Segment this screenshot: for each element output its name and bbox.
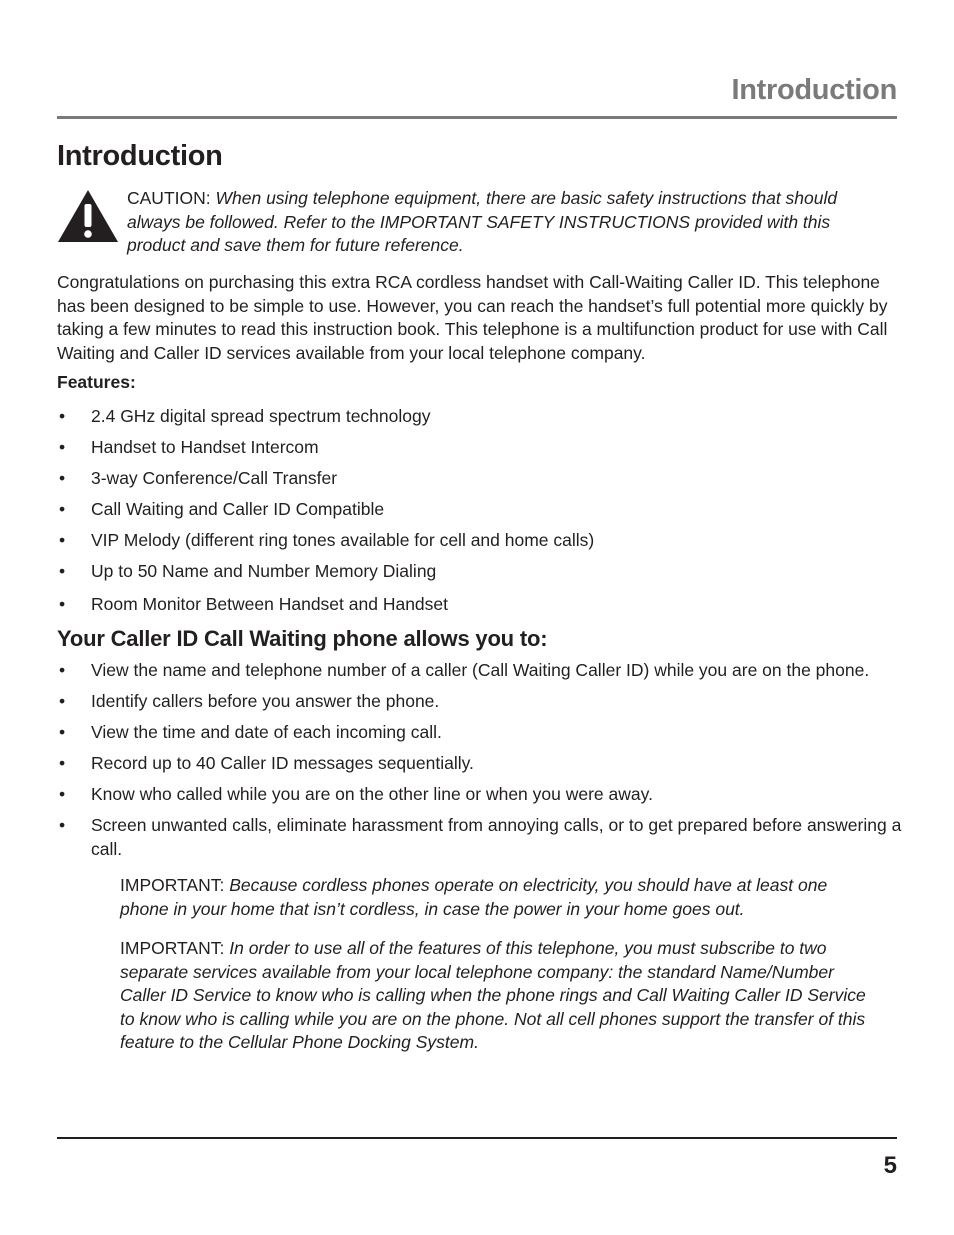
important-body: In order to use all of the features of this telephone, you must subscribe to two separate services available from your local telephone company: the standard Name/Number Caller ID Service to know who is calling when the phone rings and Call Waiting Caller ID Service to know who is calling while you are on the phone. Not all cell phones support the transfer of this feature to the Cellular Phone Docking System. xyxy=(120,938,866,1052)
important-label: IMPORTANT: xyxy=(120,938,225,958)
page-number: 5 xyxy=(883,1152,897,1179)
feature-text: Call Waiting and Caller ID Compatible xyxy=(91,499,385,519)
list-item xyxy=(57,405,907,436)
caution-label: CAUTION: xyxy=(127,188,211,208)
bullet: • xyxy=(59,753,66,773)
bullet: • xyxy=(59,561,66,581)
important-note xyxy=(120,937,870,1055)
allows-text: View the time and date of each incoming call. xyxy=(91,722,442,742)
caution-text xyxy=(127,187,887,258)
feature-text: Room Monitor Between Handset and Handset xyxy=(91,594,449,614)
intro-paragraph: Congratulations on purchasing this extra RCA cordless handset with Call-Waiting Caller ID. This telephone has been designed to be simple to use. However, you can reach the handset’s full potential more quickly by taking a few minutes to read this instruction book. This telephone is a multifunction product for use with Call Waiting and Caller ID services available from your local telephone company. xyxy=(57,272,888,363)
list-item xyxy=(57,659,907,683)
allows-text: Screen unwanted calls, eliminate harassment from annoying calls, or to get prepared before answering a call. xyxy=(91,815,902,859)
list-item xyxy=(57,752,907,776)
feature-text: 2.4 GHz digital spread spectrum technology xyxy=(91,406,431,426)
allows-heading: Your Caller ID Call Waiting phone allows you to: xyxy=(57,626,548,651)
allows-text: View the name and telephone number of a caller (Call Waiting Caller ID) while you are on the phone. xyxy=(91,660,870,680)
running-header: Introduction xyxy=(731,74,897,106)
important-body: Because cordless phones operate on electricity, you should have at least one phone in your home that isn’t cordless, in case the power in your home goes out. xyxy=(120,875,828,919)
header-rule xyxy=(57,116,897,119)
list-item xyxy=(57,436,907,467)
list-item xyxy=(57,560,907,591)
section-title: Introduction xyxy=(57,140,223,172)
allows-list xyxy=(57,659,907,869)
feature-text: 3-way Conference/Call Transfer xyxy=(91,468,338,488)
important-label: IMPORTANT: xyxy=(120,875,225,895)
bullet: • xyxy=(59,594,66,614)
allows-text: Know who called while you are on the other line or when you were away. xyxy=(91,784,653,804)
features-label: Features: xyxy=(57,372,136,392)
important-note xyxy=(120,874,870,921)
warning-triangle-icon xyxy=(57,189,119,243)
caution-body: When using telephone equipment, there are basic safety instructions that should always be followed. Refer to the IMPORTANT SAFETY INSTRUCTIONS provided with this product and save them for future reference. xyxy=(127,188,838,255)
bullet: • xyxy=(59,406,66,426)
list-item xyxy=(57,783,907,807)
features-list xyxy=(57,405,907,624)
feature-text: VIP Melody (different ring tones available for cell and home calls) xyxy=(91,530,595,550)
bullet: • xyxy=(59,784,66,804)
allows-text: Record up to 40 Caller ID messages sequentially. xyxy=(91,753,474,773)
list-item xyxy=(57,814,907,861)
bullet: • xyxy=(59,815,66,835)
list-item xyxy=(57,721,907,745)
feature-text: Handset to Handset Intercom xyxy=(91,437,319,457)
allows-text: Identify callers before you answer the phone. xyxy=(91,691,440,711)
bullet: • xyxy=(59,722,66,742)
bullet: • xyxy=(59,691,66,711)
list-item xyxy=(57,529,907,560)
list-item xyxy=(57,690,907,714)
bullet: • xyxy=(59,660,66,680)
footer-rule xyxy=(57,1137,897,1139)
bullet: • xyxy=(59,530,66,550)
bullet: • xyxy=(59,437,66,457)
bullet: • xyxy=(59,499,66,519)
list-item xyxy=(57,467,907,498)
list-item xyxy=(57,498,907,529)
list-item xyxy=(57,593,907,624)
bullet: • xyxy=(59,468,66,488)
feature-text: Up to 50 Name and Number Memory Dialing xyxy=(91,561,437,581)
